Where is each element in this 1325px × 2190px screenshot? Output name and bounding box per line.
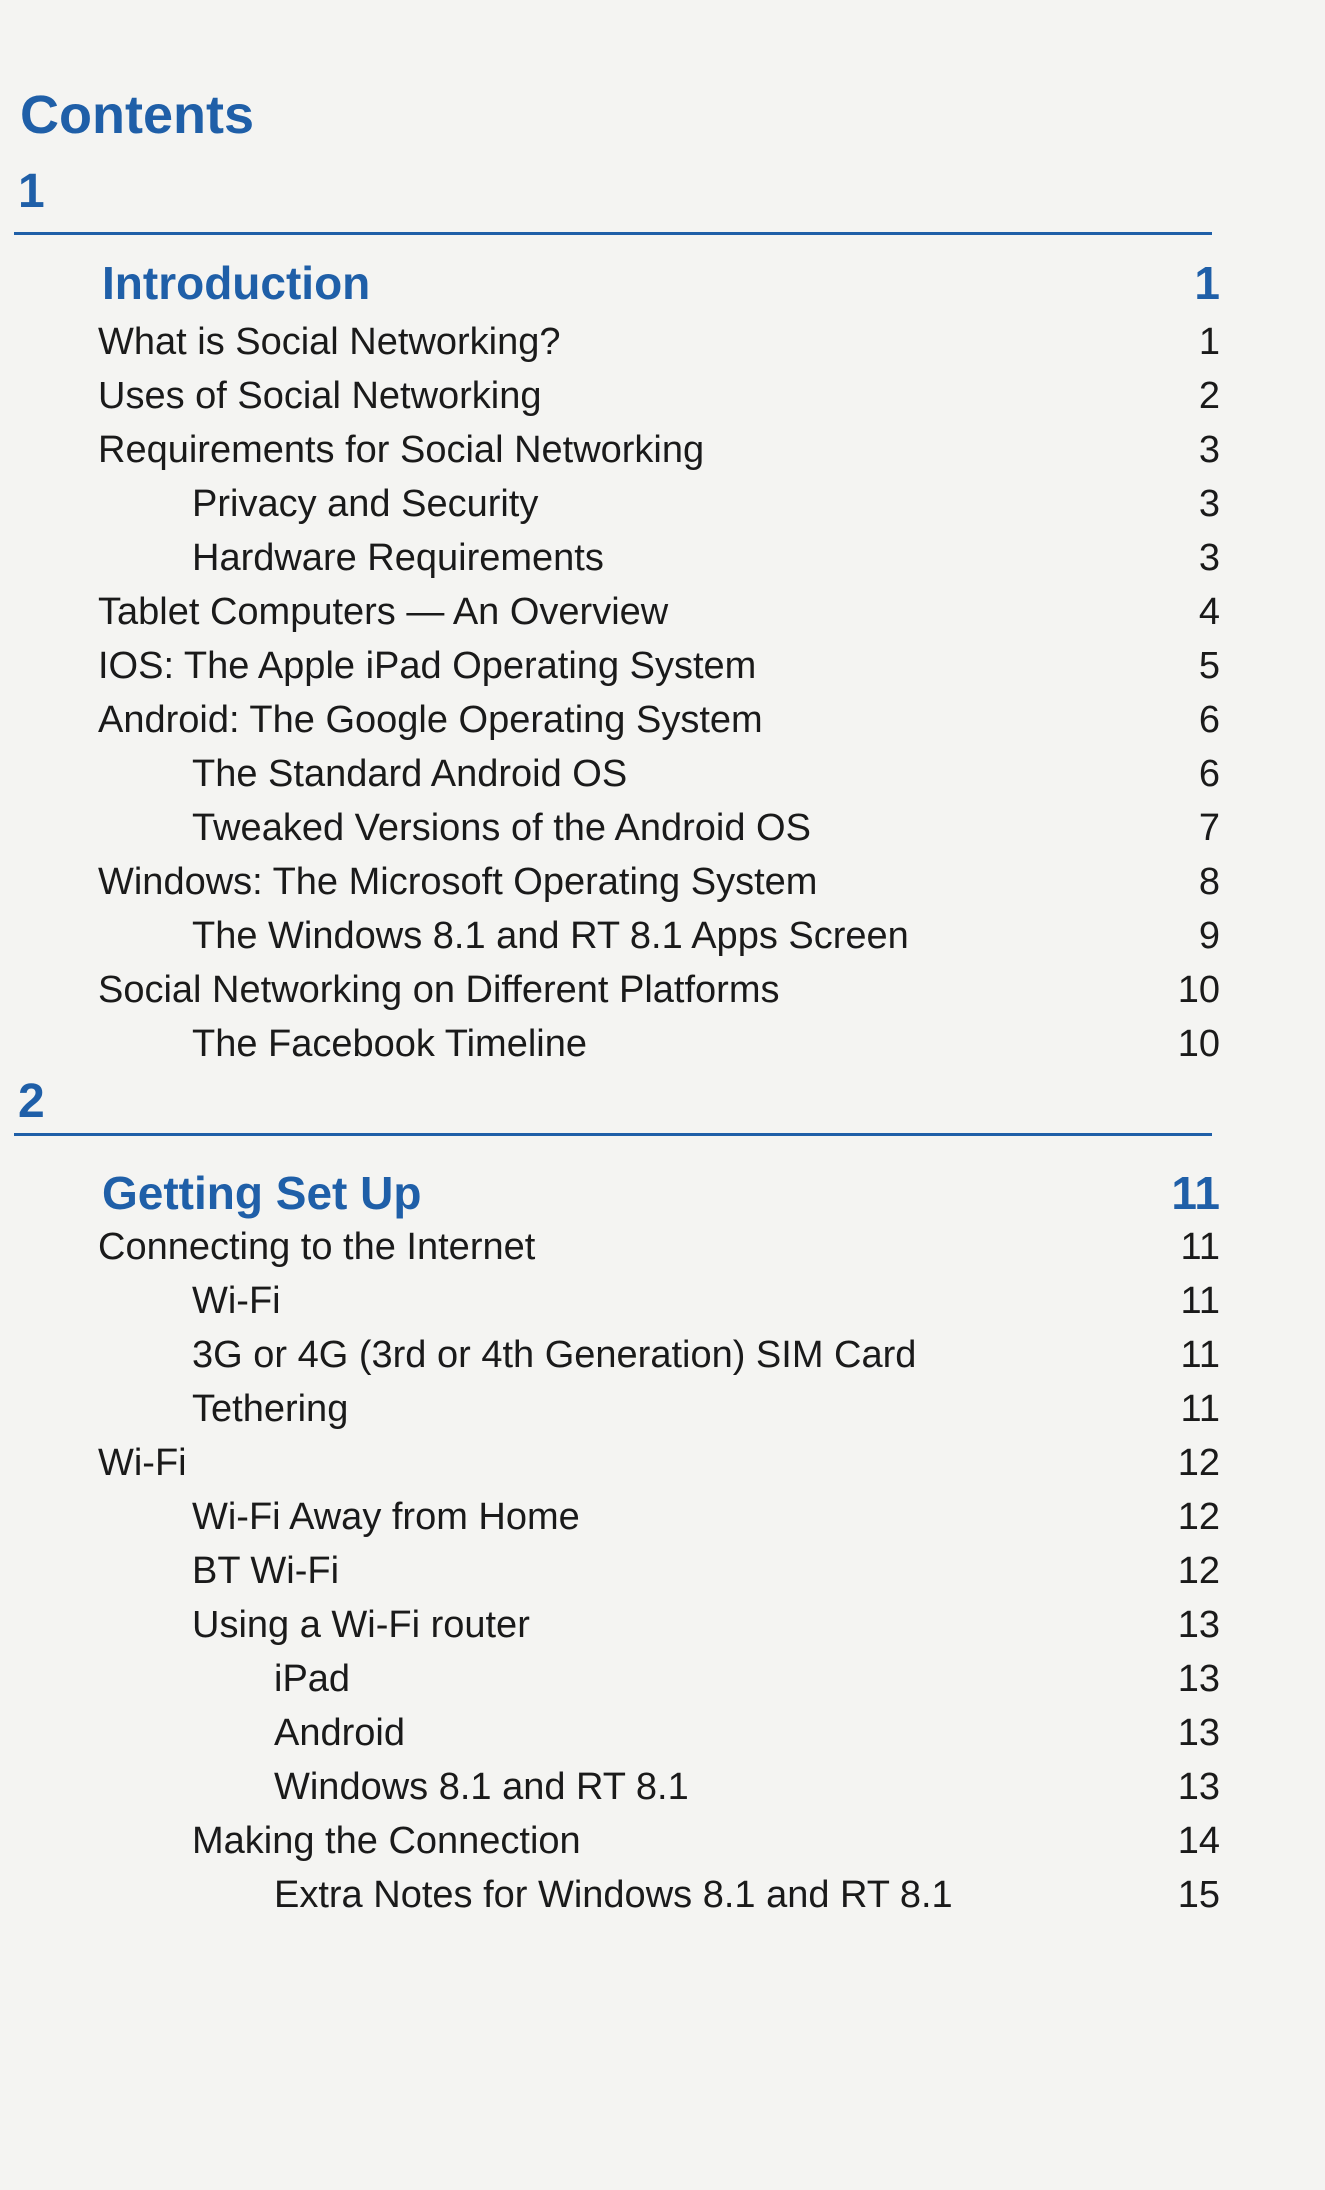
chapter-number: 2: [18, 1075, 45, 1128]
entry-label: Android: [274, 1712, 405, 1754]
entry-page-number: 4: [1198, 591, 1220, 633]
entry-page-number: 11: [1180, 1334, 1220, 1376]
entry-page-number: 14: [1177, 1820, 1220, 1862]
entry-page-number: 6: [1198, 753, 1220, 795]
entry-label: Uses of Social Networking: [98, 375, 542, 417]
entry-page-number: 13: [1177, 1658, 1220, 1700]
entry-page-number: 13: [1177, 1712, 1220, 1754]
entry-page-number: 13: [1177, 1766, 1220, 1808]
entry-label: Using a Wi-Fi router: [192, 1604, 530, 1646]
entry-label: Windows 8.1 and RT 8.1: [274, 1766, 689, 1808]
entry-label: The Windows 8.1 and RT 8.1 Apps Screen: [192, 915, 909, 957]
chapter-rule: [14, 232, 1212, 235]
entry-page-number: 5: [1198, 645, 1220, 687]
entry-label: Tweaked Versions of the Android OS: [192, 807, 811, 849]
entry-label: Requirements for Social Networking: [98, 429, 705, 471]
entry-page-number: 6: [1198, 699, 1220, 741]
entry-label: Windows: The Microsoft Operating System: [98, 861, 818, 903]
entry-label: The Standard Android OS: [192, 753, 628, 795]
entry-page-number: 15: [1177, 1874, 1220, 1916]
entry-label: What is Social Networking?: [98, 321, 561, 363]
entry-page-number: 3: [1198, 537, 1220, 579]
entry-page-number: 3: [1198, 429, 1220, 471]
entry-page-number: 1: [1198, 321, 1220, 363]
entry-page-number: 2: [1198, 375, 1220, 417]
entry-label: Wi-Fi: [192, 1280, 281, 1322]
chapter-rule: [14, 1133, 1212, 1136]
entry-page-number: 12: [1177, 1496, 1220, 1538]
entry-label: Tethering: [192, 1388, 349, 1430]
entry-label: Making the Connection: [192, 1820, 581, 1862]
entry-label: 3G or 4G (3rd or 4th Generation) SIM Card: [192, 1334, 917, 1376]
page-title: Contents: [20, 85, 254, 145]
entry-label: Extra Notes for Windows 8.1 and RT 8.1: [274, 1874, 953, 1916]
chapter-heading[interactable]: [102, 257, 1220, 309]
entry-label: Wi-Fi: [98, 1442, 187, 1484]
chapter-page-number: 1: [1194, 257, 1220, 309]
entry-label: Android: The Google Operating System: [98, 699, 763, 741]
chapter-page-number: 11: [1171, 1167, 1220, 1219]
entry-label: Wi-Fi Away from Home: [192, 1496, 580, 1538]
entry-page-number: 11: [1180, 1226, 1220, 1268]
entry-page-number: 12: [1177, 1442, 1220, 1484]
entry-label: Social Networking on Different Platforms: [98, 969, 780, 1011]
entry-label: Connecting to the Internet: [98, 1226, 536, 1268]
chapter-title: Getting Set Up: [102, 1167, 422, 1219]
entry-label: IOS: The Apple iPad Operating System: [98, 645, 757, 687]
entry-page-number: 10: [1177, 1023, 1220, 1065]
entry-page-number: 7: [1198, 807, 1220, 849]
entry-page-number: 11: [1180, 1280, 1220, 1322]
chapter-title: Introduction: [102, 257, 371, 309]
entry-page-number: 9: [1198, 915, 1220, 957]
entry-label: The Facebook Timeline: [192, 1023, 587, 1065]
entry-label: BT Wi-Fi: [192, 1550, 340, 1592]
entry-label: Privacy and Security: [192, 483, 539, 525]
entry-page-number: 3: [1198, 483, 1220, 525]
entry-label: Tablet Computers — An Overview: [98, 591, 669, 633]
entry-page-number: 10: [1177, 969, 1220, 1011]
chapter-heading[interactable]: [102, 1167, 1220, 1219]
entry-page-number: 8: [1198, 861, 1220, 903]
entry-page-number: 13: [1177, 1604, 1220, 1646]
entry-page-number: 12: [1177, 1550, 1220, 1592]
entry-page-number: 11: [1180, 1388, 1220, 1430]
chapter-number: 1: [18, 165, 45, 218]
entry-label: Hardware Requirements: [192, 537, 604, 579]
entry-label: iPad: [274, 1658, 351, 1700]
